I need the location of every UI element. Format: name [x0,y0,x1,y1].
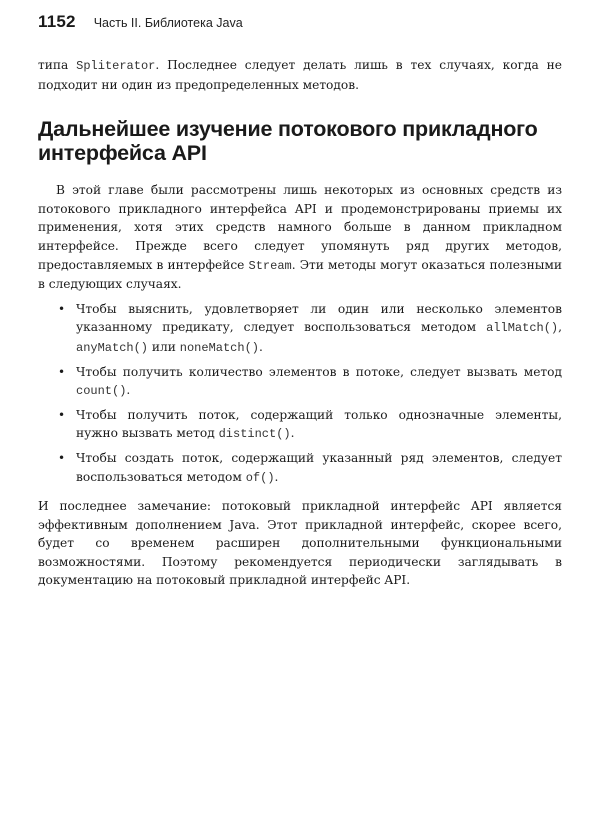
code-nonematch: noneMatch() [179,340,259,355]
list-item-tail: . [258,339,263,354]
closing-paragraph: И последнее замечание: потоковый прикладной интерфейс API является эффективным дополнением Java. Этот прикладной интерфейс, скорее всего, будет со временем расширен дополнительными функциональными возможностями. Поэтому рекомендуется периодически заглядывать в документацию на потоковый прикладной интерфейс API. [38,499,562,588]
list-item-distinct [38,406,562,444]
book-page [38,12,562,590]
list-item-separator: , [558,320,562,335]
list-item-tail: . [274,469,279,484]
section-paragraph-tail: . Эти методы могут оказаться полезными в следующих случаях. [38,257,562,292]
bullet-icon: • [58,301,66,316]
list-item-of [38,449,562,487]
intro-paragraph [38,56,562,94]
bullet-icon: • [58,407,66,422]
bullet-icon: • [58,364,66,379]
code-anymatch: anyMatch() [76,340,149,355]
intro-text-end: . Последнее следует делать лишь в тех случаях, когда не подходит ни один из предопределенных методов. [38,58,562,92]
code-distinct: distinct() [218,427,291,442]
running-head-title: Часть II. Библиотека Java [93,16,243,30]
section-paragraph-text: В этой главе были рассмотрены лишь некоторых из основных средств из потокового прикладного интерфейса API и продемонстрированы приемы их применения, хотя этих средств намного больше в данном прикладном интерфейсе. Прежде всего следует упомянуть ряд других методов, предоставляемых в интерфейсе [38,183,562,272]
list-item-tail: . [290,426,295,441]
bullet-icon: • [58,450,66,465]
list-item-text: Чтобы выяснить, удовлетворяет ли один или несколько элементов указанному предикату, следует воспользоваться методом [76,301,562,335]
list-item-conjunction: или [148,339,180,354]
list-item-text: Чтобы создать поток, содержащий указанный ряд элементов, следует воспользоваться методом [76,450,562,484]
page-number: 1152 [38,12,76,31]
section-paragraph [38,181,562,294]
code-count: count() [76,384,127,399]
list-item-count [38,363,562,401]
section-heading: Дальнейшее изучение потокового прикладного интерфейса API [38,117,538,166]
running-head [38,12,562,36]
code-allmatch: allMatch() [486,321,559,336]
code-spliterator: Spliterator [76,59,156,73]
list-item-text: Чтобы получить поток, содержащий только однозначные элементы, нужно вызвать метод [76,407,562,441]
list-item-text: Чтобы получить количество элементов в потоке, следует вызвать метод [76,364,562,379]
code-stream: Stream [248,258,292,273]
list-item-match [38,300,562,358]
code-of: of() [245,470,275,485]
list-item-tail: . [126,383,131,398]
methods-bullet-list [38,300,562,487]
intro-text-start: типа [38,58,77,72]
